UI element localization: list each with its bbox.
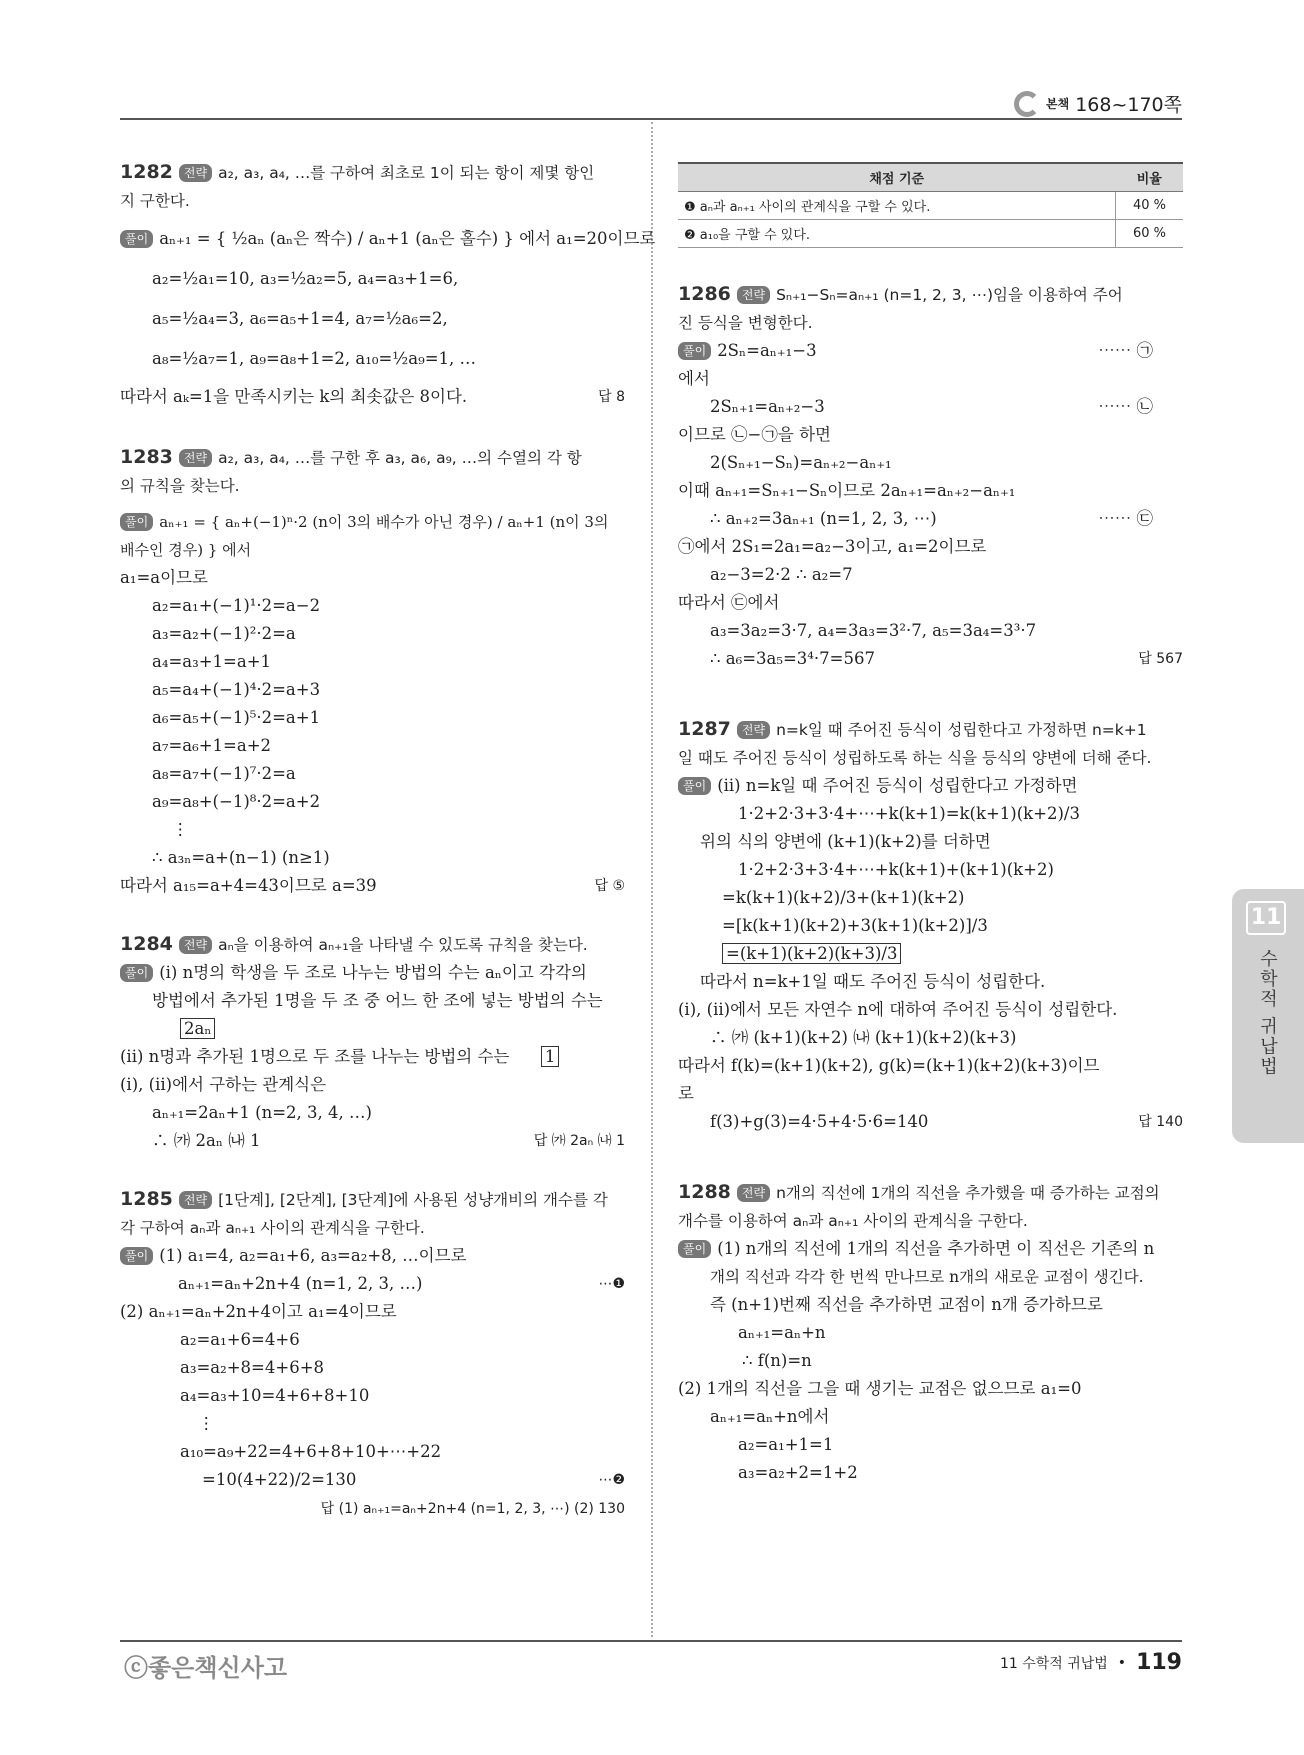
blank-box-b: 1 — [541, 1046, 560, 1067]
answer — [534, 1127, 625, 1155]
solution-tag: 풀이 — [120, 513, 153, 531]
solution-tag: 풀이 — [120, 230, 153, 248]
footer-rule — [120, 1640, 1182, 1642]
conclusion: 따라서 a₁₅=a+4=43이므로 a=39 — [120, 876, 377, 895]
solution-line: (i), (ii)에서 구하는 관계식은 — [120, 1075, 327, 1094]
solution-line: ⋮ — [172, 820, 189, 839]
solution-line: (1) a₁=4, a₂=a₁+6, a₃=a₂+8, …이므로 — [159, 1246, 467, 1265]
column-divider — [651, 122, 653, 1637]
solution-line: a₈=½a₇=1, a₉=a₈+1=2, a₁₀=½a₉=1, … — [152, 349, 477, 368]
strategy-text-cont: 개수를 이용하여 aₙ과 aₙ₊₁ 사이의 관계식을 구한다. — [678, 1212, 1028, 1230]
equation-mark: ⋯⋯ ㉠ — [1098, 341, 1153, 360]
solution-line: a₅=a₄+(−1)⁴·2=a+3 — [152, 680, 321, 699]
answer-value: 567 — [1156, 651, 1183, 667]
strategy-tag: 전략 — [179, 936, 212, 954]
problem-number: 1288 — [678, 1181, 731, 1203]
solution-tag: 풀이 — [678, 777, 711, 795]
solution-line: =k(k+1)(k+2)/3+(k+1)(k+2) — [722, 888, 965, 907]
solution-line: a₃=a₂+8=4+6+8 — [180, 1358, 325, 1377]
answer-value: 8 — [616, 389, 625, 405]
solution-line: a₅=½a₄=3, a₆=a₅+1=4, a₇=½a₆=2, — [152, 309, 448, 328]
footer-chapter: 11 수학적 귀납법 — [999, 1655, 1108, 1672]
publisher-logo: ⓒ좋은책신사고 — [124, 1654, 288, 1682]
strategy-text: n=k일 때 주어진 등식이 성립한다고 가정하면 n=k+1 — [776, 721, 1147, 739]
solution-line: 2(Sₙ₊₁−Sₙ)=aₙ₊₂−aₙ₊₁ — [710, 453, 892, 472]
solution-line: 1·2+2·3+3·4+⋯+k(k+1)=k(k+1)(k+2)/3 — [738, 804, 1080, 823]
solution-line: a₂=½a₁=10, a₃=½a₂=5, a₄=a₃+1=6, — [152, 269, 459, 288]
strategy-text-cont: 지 구한다. — [120, 192, 190, 210]
solution-line: 즉 (n+1)번째 직선을 추가하면 교점이 n개 증가하므로 — [710, 1295, 1103, 1314]
problem-1284 — [120, 930, 625, 1155]
solution-line: a₂=a₁+(−1)¹·2=a−2 — [152, 596, 321, 615]
solution-tag: 풀이 — [120, 1247, 153, 1265]
problem-1286 — [678, 280, 1183, 673]
table-cell: 40 % — [1116, 192, 1184, 220]
solution-line: a₃=a₂+2=1+2 — [738, 1463, 858, 1482]
solution-line: 2Sₙ₊₁=aₙ₊₂−3 — [710, 397, 825, 416]
solution-line: ㉠에서 2S₁=2a₁=a₂−3이고, a₁=2이므로 — [678, 537, 987, 556]
strategy-text-cont: 각 구하여 aₙ과 aₙ₊₁ 사이의 관계식을 구한다. — [120, 1219, 425, 1237]
solution-line: (ii) n=k일 때 주어진 등식이 성립한다고 가정하면 — [717, 776, 1078, 795]
answer-label: 답 — [533, 1133, 548, 1149]
solution-line: aₙ₊₁=aₙ+n — [738, 1323, 826, 1342]
problem-1285 — [120, 1185, 625, 1523]
solution-line: aₙ₊₁=aₙ+n에서 — [710, 1407, 830, 1426]
answer-label: 답 — [1138, 1114, 1152, 1130]
problem-1282 — [120, 158, 656, 411]
solution-line: ∴ f(n)=n — [742, 1351, 812, 1370]
solution-line: a₂−3=2·2 ∴ a₂=7 — [710, 565, 853, 584]
answer-value: ⑤ — [612, 878, 625, 894]
solution-line: a₂=a₁+6=4+6 — [180, 1330, 300, 1349]
solution-line: 로 — [678, 1084, 694, 1103]
equation-mark: ⋯⋯ ㉡ — [1098, 397, 1153, 416]
solution-line: 따라서 ㉢에서 — [678, 593, 780, 612]
solution-line: aₙ₊₁ = { aₙ+(−1)ⁿ·2 (n이 3의 배수가 아닌 경우) / aₙ+1 (n이 3의 배수인 경우) } 에서 — [120, 513, 609, 559]
page-number: 119 — [1136, 1650, 1182, 1675]
footer-bullet: • — [1117, 1654, 1127, 1671]
strategy-text: a₂, a₃, a₄, …를 구하여 최초로 1이 되는 항이 제몇 항인 — [218, 164, 595, 182]
solution-line: a₄=a₃+10=4+6+8+10 — [180, 1386, 370, 1405]
solution-line: a₄=a₃+1=a+1 — [152, 652, 272, 671]
solution-line: a₁=a이므로 — [120, 568, 208, 587]
blank-box-a: 2aₙ — [180, 1018, 215, 1039]
score-mark-2: ⋯❷ — [598, 1472, 625, 1488]
answer — [321, 1501, 625, 1517]
solution-line: a₂=a₁+1=1 — [738, 1435, 834, 1454]
solution-line: a₇=a₆+1=a+2 — [152, 736, 272, 755]
solution-line: ∴ aₙ₊₂=3aₙ₊₁ (n=1, 2, 3, ⋯) — [710, 509, 937, 528]
answer — [594, 872, 625, 900]
blank-box: =(k+1)(k+2)(k+3)/3 — [722, 943, 901, 964]
strategy-tag: 전략 — [179, 449, 212, 467]
solution-line: 1·2+2·3+3·4+⋯+k(k+1)+(k+1)(k+2) — [738, 860, 1054, 879]
answer — [1138, 645, 1183, 673]
solution-line: 2Sₙ=aₙ₊₁−3 — [717, 341, 817, 360]
solution-line: ∴ ㈎ (k+1)(k+2) ㈏ (k+1)(k+2)(k+3) — [710, 1028, 1017, 1047]
table-header: 채점 기준 — [678, 163, 1116, 192]
table-row — [678, 220, 1183, 248]
problem-number: 1283 — [120, 446, 173, 468]
strategy-text: aₙ을 이용하여 aₙ₊₁을 나타낼 수 있도록 규칙을 찾는다. — [218, 936, 588, 954]
solution-line: 방법에서 추가된 1명을 두 조 중 어느 한 조에 넣는 방법의 수는 — [152, 991, 603, 1010]
right-column — [678, 280, 1183, 1487]
solution-line: (i), (ii)에서 모든 자연수 n에 대하여 주어진 등식이 성립한다. — [678, 1000, 1118, 1019]
problem-number: 1285 — [120, 1188, 173, 1210]
solution-line: a₈=a₇+(−1)⁷·2=a — [152, 764, 296, 783]
header-rule — [120, 118, 1182, 120]
answer — [598, 383, 625, 411]
scoring-table — [678, 162, 1183, 248]
page-range: 168~170쪽 — [1075, 94, 1182, 116]
strategy-tag: 전략 — [737, 721, 770, 739]
solution-line: 위의 식의 양변에 (k+1)(k+2)를 더하면 — [700, 832, 991, 851]
solution-line: 이므로 ㉡−㉠을 하면 — [678, 425, 831, 444]
table-header: 비율 — [1116, 163, 1184, 192]
solution-line: aₙ₊₁ = { ½aₙ (aₙ은 짝수) / aₙ+1 (aₙ은 홀수) } 에서 a₁=20이므로 — [159, 229, 656, 248]
table-row — [678, 192, 1183, 220]
chapter-side-tab — [1232, 889, 1304, 1143]
answer-value: ㈎ 2aₙ ㈏ 1 — [551, 1133, 625, 1149]
problem-1288 — [678, 1178, 1183, 1487]
solution-line: (ii) n명과 추가된 1명으로 두 조를 나누는 방법의 수는 — [120, 1047, 510, 1066]
solution-line: 따라서 f(k)=(k+1)(k+2), g(k)=(k+1)(k+2)(k+3)이므 — [678, 1056, 1100, 1075]
strategy-text-cont: 의 규칙을 찾는다. — [120, 477, 240, 495]
strategy-tag: 전략 — [737, 1184, 770, 1202]
answer-label: 답 — [594, 878, 608, 894]
strategy-text-cont: 진 등식을 변형한다. — [678, 314, 813, 332]
solution-line: =[k(k+1)(k+2)+3(k+1)(k+2)]/3 — [722, 916, 988, 935]
solution-line: 개의 직선과 각각 한 번씩 만나므로 n개의 새로운 교점이 생긴다. — [710, 1268, 1144, 1286]
strategy-text: n개의 직선에 1개의 직선을 추가했을 때 증가하는 교점의 — [776, 1184, 1160, 1202]
problem-1283 — [120, 443, 625, 900]
solution-line: ∴ ㈎ 2aₙ ㈏ 1 — [152, 1131, 261, 1150]
solution-line: f(3)+g(3)=4·5+4·5·6=140 — [710, 1112, 929, 1131]
solution-line: a₃=3a₂=3·7, a₄=3a₃=3²·7, a₅=3a₄=3³·7 — [710, 621, 1037, 640]
strategy-tag: 전략 — [179, 1191, 212, 1209]
solution-line: ⋮ — [198, 1414, 215, 1433]
solution-line: 이때 aₙ₊₁=Sₙ₊₁−Sₙ이므로 2aₙ₊₁=aₙ₊₂−aₙ₊₁ — [678, 481, 1016, 500]
solution-line: (2) 1개의 직선을 그을 때 생기는 교점은 없으므로 a₁=0 — [678, 1379, 1082, 1398]
solution-tag: 풀이 — [678, 342, 711, 360]
problem-number: 1286 — [678, 283, 731, 305]
solution-line: ∴ a₃ₙ=a+(n−1) (n≥1) — [152, 848, 330, 867]
problem-number: 1282 — [120, 161, 173, 183]
left-column — [120, 158, 656, 1523]
table-cell: ❷ a₁₀을 구할 수 있다. — [678, 220, 1116, 248]
solution-line: (2) aₙ₊₁=aₙ+2n+4이고 a₁=4이므로 — [120, 1302, 397, 1321]
answer — [1138, 1108, 1183, 1136]
solution-line: 따라서 n=k+1일 때도 주어진 등식이 성립한다. — [700, 972, 1046, 991]
strategy-text: a₂, a₃, a₄, …를 구한 후 a₃, a₆, a₉, …의 수열의 각 항 — [218, 449, 582, 467]
refresh-arrow-icon — [1014, 91, 1040, 117]
conclusion: 따라서 aₖ=1을 만족시키는 k의 최솟값은 8이다. — [120, 387, 468, 406]
problem-number: 1287 — [678, 718, 731, 740]
strategy-tag: 전략 — [737, 286, 770, 304]
solution-line: a₉=a₈+(−1)⁸·2=a+2 — [152, 792, 321, 811]
chapter-number: 11 — [1246, 901, 1286, 935]
book-label: 본책 — [1046, 97, 1070, 111]
solution-line: (i) n명의 학생을 두 조로 나누는 방법의 수는 aₙ이고 각각의 — [159, 963, 587, 982]
solution-line: aₙ₊₁=aₙ+2n+4 (n=1, 2, 3, …) — [178, 1274, 423, 1293]
strategy-tag: 전략 — [179, 164, 212, 182]
equation-mark: ⋯⋯ ㉢ — [1098, 509, 1153, 528]
answer-value: (1) aₙ₊₁=aₙ+2n+4 (n=1, 2, 3, ⋯) (2) 130 — [338, 1501, 625, 1517]
page-reference — [1014, 90, 1182, 117]
table-cell: 60 % — [1116, 220, 1184, 248]
solution-line: 에서 — [678, 369, 710, 388]
answer-label: 답 — [598, 389, 612, 405]
solution-line: aₙ₊₁=2aₙ+1 (n=2, 3, 4, …) — [152, 1103, 372, 1122]
solution-line: a₁₀=a₉+22=4+6+8+10+⋯+22 — [180, 1442, 442, 1461]
solution-line: (1) n개의 직선에 1개의 직선을 추가하면 이 직선은 기존의 n — [717, 1239, 1155, 1258]
strategy-text: [1단계], [2단계], [3단계]에 사용된 성냥개비의 개수를 각 — [218, 1191, 608, 1209]
problem-1287 — [678, 715, 1183, 1136]
answer-label: 답 — [320, 1501, 335, 1517]
chapter-title: 수학적 귀납법 — [1257, 949, 1278, 1077]
solution-line: a₆=a₅+(−1)⁵·2=a+1 — [152, 708, 321, 727]
strategy-text-cont: 일 때도 주어진 등식이 성립하도록 하는 식을 등식의 양변에 더해 준다. — [678, 749, 1152, 767]
table-cell: ❶ aₙ과 aₙ₊₁ 사이의 관계식을 구할 수 있다. — [678, 192, 1116, 220]
strategy-text: Sₙ₊₁−Sₙ=aₙ₊₁ (n=1, 2, 3, ⋯)임을 이용하여 주어 — [776, 286, 1123, 304]
score-mark-1: ⋯❶ — [598, 1276, 625, 1292]
solution-tag: 풀이 — [120, 964, 153, 982]
solution-line: =10(4+22)/2=130 — [202, 1470, 357, 1489]
solution-line: ∴ a₆=3a₅=3⁴·7=567 — [710, 649, 875, 668]
problem-number: 1284 — [120, 933, 173, 955]
solution-tag: 풀이 — [678, 1240, 711, 1258]
answer-value: 140 — [1156, 1114, 1183, 1130]
solution-line: a₃=a₂+(−1)²·2=a — [152, 624, 296, 643]
answer-label: 답 — [1138, 651, 1152, 667]
footer-page-info — [1000, 1650, 1182, 1675]
